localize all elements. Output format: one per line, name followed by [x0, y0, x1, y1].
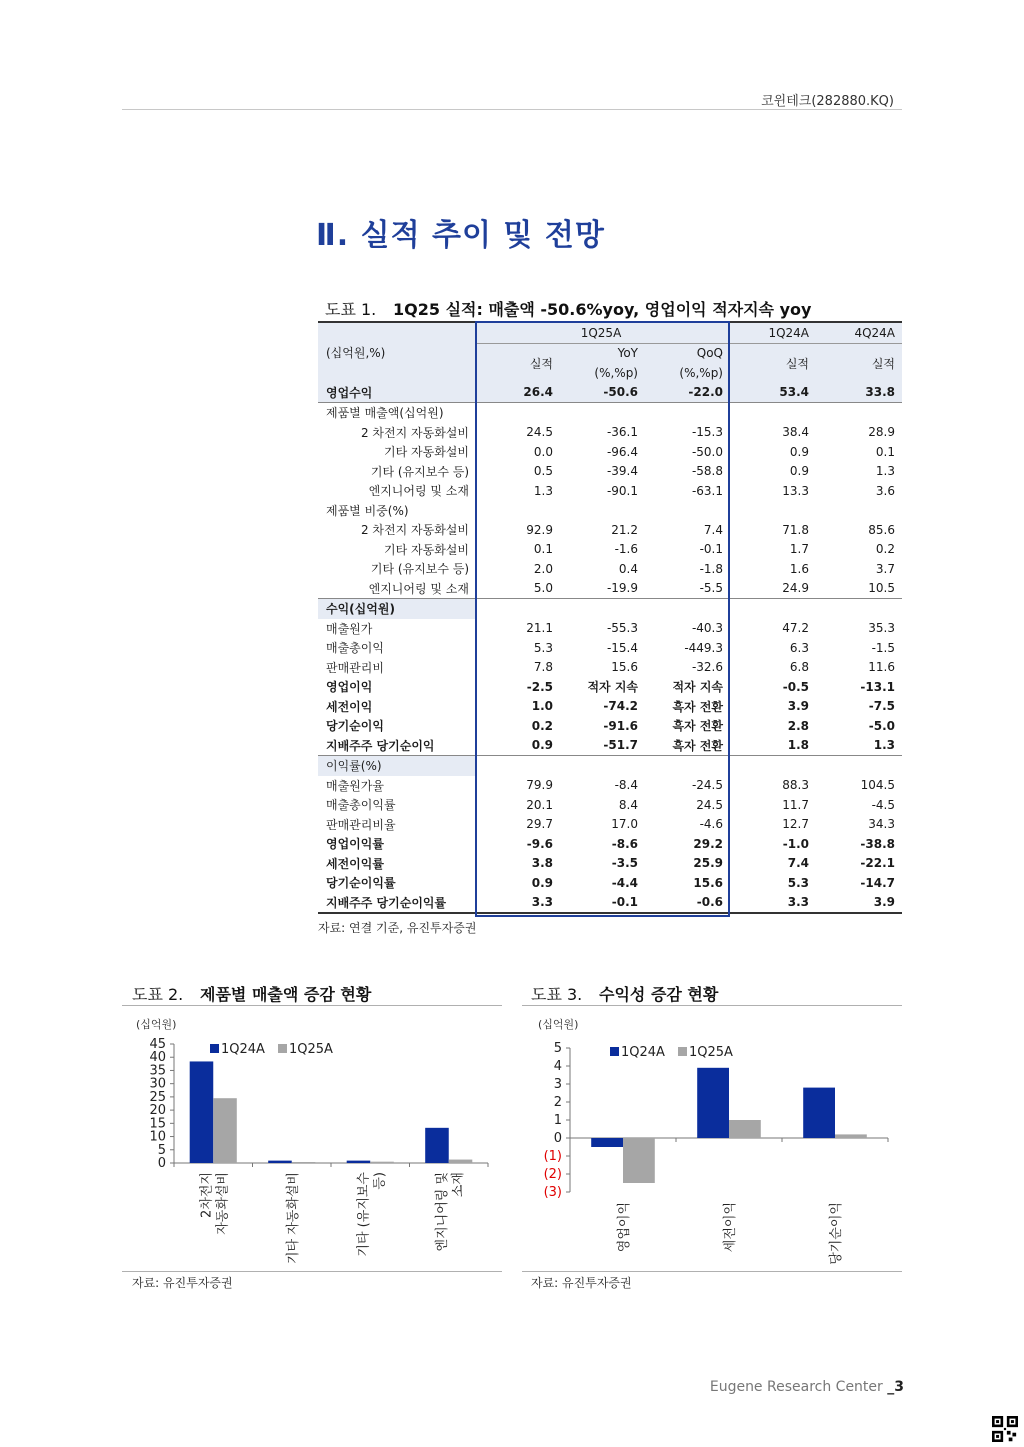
- row-label: 기타 (유지보수 등): [370, 562, 469, 577]
- table-cell: -91.6: [603, 718, 638, 733]
- y-tick-label: 45: [149, 1037, 166, 1052]
- table-row: [318, 501, 902, 521]
- x-category-label-line: 소재: [450, 1172, 466, 1198]
- qr-code-icon: [992, 1416, 1018, 1442]
- unit-label: (십억원,%): [318, 322, 475, 383]
- page-footer: [710, 1379, 904, 1395]
- chart2-source: 자료: 유진투자증권: [132, 1276, 233, 1290]
- table-cell: -22.1: [860, 856, 895, 871]
- bar-1q24a-2: [803, 1088, 835, 1138]
- header-divider: [122, 109, 902, 110]
- table-cell: 38.4: [782, 425, 809, 440]
- chart3-caption: [531, 982, 718, 1005]
- table-row: [318, 520, 902, 540]
- table-row: [318, 481, 902, 501]
- table-row: [318, 756, 902, 776]
- table-cell: 0.5: [533, 464, 553, 479]
- table-cell: -0.1: [699, 542, 723, 557]
- table-cell: 21.1: [526, 621, 553, 636]
- row-label: 세전이익률: [326, 856, 384, 871]
- table-cell: 3.3: [730, 893, 816, 914]
- table-row: [318, 776, 902, 796]
- table-cell: 적자 지속: [587, 680, 638, 695]
- table-cell: 12.7: [782, 817, 809, 832]
- table-cell: 85.6: [868, 522, 895, 537]
- table-row: [318, 383, 902, 403]
- table-header-row-1: [318, 322, 902, 343]
- table-cell: 25.9: [693, 856, 723, 871]
- table-row: [318, 599, 902, 619]
- table1-caption-text: 1Q25 실적: 매출액 -50.6%yoy, 영업이익 적자지속 yoy: [393, 300, 812, 319]
- x-category-label: [434, 1172, 466, 1251]
- table-cell: -51.7: [603, 738, 638, 753]
- table-cell: 21.2: [611, 522, 638, 537]
- page-number: _3: [887, 1379, 904, 1395]
- y-tick-label: (2): [543, 1167, 562, 1182]
- legend-label: 1Q24A: [221, 1042, 265, 1057]
- table-cell: 7.4: [787, 856, 809, 871]
- company-ticker: 코윈테크(282880.KQ): [761, 94, 894, 109]
- bar-1q24a-3: [425, 1128, 449, 1163]
- section-title: Ⅱ. 실적 추이 및 전망: [316, 218, 605, 253]
- table-cell: 3.6: [875, 483, 895, 498]
- table-cell: 10.5: [868, 581, 895, 596]
- table-cell: -96.4: [606, 444, 638, 459]
- table-row: [318, 462, 902, 482]
- table-cell: 1.3: [873, 738, 895, 753]
- table-row: [318, 403, 902, 423]
- table-cell: 15.6: [611, 660, 638, 675]
- chart3-profitability: [522, 1010, 902, 1270]
- table-cell: -63.1: [691, 483, 723, 498]
- table-cell: 5.0: [533, 581, 553, 596]
- table-cell: [730, 599, 816, 619]
- bar-1q24a-2: [347, 1161, 371, 1163]
- bar-1q24a-1: [268, 1161, 292, 1163]
- table-cell: -4.4: [611, 875, 638, 890]
- table-cell: -7.5: [868, 699, 895, 714]
- table-cell: 3.8: [531, 856, 553, 871]
- bar-1q25a-1: [292, 1162, 316, 1163]
- table-row: [318, 795, 902, 815]
- x-category-label-line: 2차전지: [199, 1172, 215, 1218]
- table-cell: 3.7: [875, 561, 895, 576]
- table-cell: [560, 599, 645, 619]
- x-category-label-line: 자동화설비: [215, 1172, 231, 1235]
- bar-1q25a-2: [370, 1162, 394, 1163]
- table-cell: -50.6: [560, 383, 645, 403]
- bar-1q25a-3: [449, 1160, 473, 1163]
- table-cell: 3.9: [816, 893, 902, 914]
- table-cell: 흑자 전환: [672, 699, 723, 714]
- table-cell: -15.4: [606, 640, 638, 655]
- row-label: 엔지니어링 및 소재: [368, 484, 469, 499]
- table-cell: 104.5: [860, 778, 895, 793]
- row-label: 지배주주 당기순이익: [326, 738, 435, 753]
- table-row: [318, 815, 902, 835]
- table-cell: 5.3: [787, 875, 809, 890]
- table-cell: 92.9: [526, 522, 553, 537]
- table-cell: 47.2: [782, 621, 809, 636]
- y-tick-label: 5: [157, 1142, 166, 1158]
- x-category-label-line: 영업이익: [617, 1202, 632, 1253]
- subheader-actual: 실적: [475, 343, 560, 383]
- table-cell: -15.3: [691, 425, 723, 440]
- table-row: [318, 658, 902, 678]
- table-cell: -4.6: [699, 817, 723, 832]
- table-cell: -1.6: [614, 542, 638, 557]
- legend-swatch: [610, 1047, 619, 1056]
- table-cell: -4.5: [871, 797, 895, 812]
- y-tick-label: 35: [149, 1063, 166, 1079]
- col-header-4q24a: 4Q24A: [816, 322, 902, 343]
- table-cell: -13.1: [860, 679, 895, 694]
- y-tick-label: 15: [149, 1116, 166, 1132]
- table-cell: 88.3: [782, 778, 809, 793]
- row-label: 영업이익: [326, 680, 373, 695]
- table-cell: -58.8: [691, 464, 723, 479]
- table-cell: 0.9: [789, 464, 809, 479]
- x-category-label-line: 기타 자동화설비: [285, 1172, 301, 1265]
- table-cell: 0.1: [533, 542, 553, 557]
- row-label: 영업수익: [318, 383, 475, 403]
- row-label: 판매관리비율: [326, 817, 396, 832]
- table-cell: -19.9: [606, 581, 638, 596]
- x-category-label-line: 등): [372, 1172, 388, 1190]
- table-cell: [816, 599, 902, 619]
- table-row: [318, 579, 902, 599]
- table-row: [318, 736, 902, 756]
- table-cell: 79.9: [526, 778, 553, 793]
- row-label: 기타 (유지보수 등): [370, 464, 469, 479]
- table-cell: 33.8: [816, 383, 902, 403]
- table-row: [318, 540, 902, 560]
- table-cell: -22.0: [645, 383, 730, 403]
- table-cell: [645, 599, 730, 619]
- table-cell: -39.4: [606, 464, 638, 479]
- table-cell: 0.4: [618, 561, 638, 576]
- table-cell: 8.4: [618, 797, 638, 812]
- table-cell: -55.3: [606, 621, 638, 636]
- subheader-qoq-unit: (%,%p): [645, 363, 730, 383]
- table-row: [318, 619, 902, 639]
- row-label: 수익(십억원): [318, 599, 475, 619]
- legend-swatch: [678, 1047, 687, 1056]
- table-cell: -0.1: [560, 893, 645, 914]
- table-cell: -36.1: [606, 425, 638, 440]
- y-tick-label: 1: [553, 1113, 562, 1128]
- row-label: 지배주주 당기순이익률: [318, 893, 475, 914]
- table-row: [318, 716, 902, 736]
- y-tick-label: 3: [553, 1077, 562, 1092]
- table-cell: 5.3: [533, 640, 553, 655]
- y-tick-label: (1): [543, 1149, 562, 1164]
- row-label: 엔지니어링 및 소재: [368, 581, 469, 596]
- table-cell: 2.0: [533, 561, 553, 576]
- table-cell: [560, 756, 645, 776]
- x-category-label: [355, 1172, 387, 1257]
- x-category-label: [828, 1202, 844, 1265]
- chart3-bottom-line: [522, 1271, 902, 1272]
- y-tick-label: 10: [149, 1129, 166, 1145]
- table-cell: 0.9: [531, 738, 553, 753]
- legend-label: 1Q25A: [289, 1042, 333, 1057]
- y-tick-label: 2: [553, 1095, 562, 1110]
- y-tick-label: (3): [543, 1185, 562, 1200]
- table-cell: [645, 756, 730, 776]
- table-cell: -5.5: [699, 581, 723, 596]
- y-tick-label: 0: [553, 1131, 562, 1146]
- table-cell: [560, 501, 645, 521]
- group-header-1q25a: 1Q25A: [475, 322, 730, 343]
- y-tick-label: 20: [149, 1103, 166, 1119]
- table-cell: 13.3: [782, 483, 809, 498]
- table-cell: [560, 403, 645, 423]
- y-tick-label: 0: [157, 1156, 166, 1171]
- table-cell: 0.2: [875, 542, 895, 557]
- table-cell: -1.0: [782, 836, 809, 851]
- chart2-caption-line: [122, 1005, 502, 1006]
- table-cell: 20.1: [526, 797, 553, 812]
- table-row: [318, 559, 902, 579]
- bar-1q25a-0: [213, 1098, 237, 1163]
- chart2-caption-number: 도표 2.: [132, 985, 184, 1004]
- table-cell: -14.7: [860, 875, 895, 890]
- subheader-actual-4q24a: 실적: [816, 343, 902, 383]
- x-category-label-line: 당기순이익: [829, 1202, 844, 1265]
- y-tick-label: 25: [149, 1089, 166, 1105]
- table-cell: 29.2: [693, 836, 723, 851]
- x-category-label-line: 기타 (유지보수: [356, 1172, 372, 1257]
- chart3-source: 자료: 유진투자증권: [531, 1276, 632, 1290]
- table-cell: [475, 501, 560, 521]
- chart2-caption: [132, 982, 371, 1005]
- table-cell: 71.8: [782, 522, 809, 537]
- chart2-bottom-line: [122, 1271, 502, 1272]
- table-cell: -40.3: [691, 621, 723, 636]
- table-cell: -8.6: [611, 836, 638, 851]
- table-cell: 적자 지속: [672, 680, 723, 695]
- table-cell: -2.5: [526, 679, 553, 694]
- table-row: [318, 697, 902, 717]
- table-cell: 35.3: [868, 621, 895, 636]
- x-category-label: [722, 1202, 738, 1252]
- table1-source: 자료: 연결 기준, 유진투자증권: [318, 921, 477, 935]
- table-row: [318, 834, 902, 854]
- table-cell: -1.5: [871, 640, 895, 655]
- bar-1q24a-1: [697, 1068, 729, 1138]
- table-cell: 1.6: [789, 561, 809, 576]
- unit-label: (십억원): [136, 1018, 177, 1031]
- table-row: [318, 854, 902, 874]
- x-category-label: [285, 1172, 301, 1264]
- table-cell: [645, 501, 730, 521]
- table-row: [318, 893, 902, 914]
- table-cell: 1.7: [789, 542, 809, 557]
- table-cell: -8.4: [614, 778, 638, 793]
- row-label: 세전이익: [326, 699, 373, 714]
- table-cell: -0.5: [782, 679, 809, 694]
- row-label: 2 차전지 자동화설비: [360, 425, 469, 440]
- chart3-caption-line: [522, 1005, 902, 1006]
- table-cell: 1.3: [875, 464, 895, 479]
- row-label: 당기순이익: [326, 719, 384, 734]
- table-cell: [475, 403, 560, 423]
- table-cell: -1.8: [699, 561, 723, 576]
- row-label: 기타 자동화설비: [384, 445, 469, 460]
- table-cell: [730, 756, 816, 776]
- subheader-yoy-unit: (%,%p): [560, 363, 645, 383]
- row-label: 제품별 매출액(십억원): [318, 403, 475, 423]
- row-label: 이익률(%): [318, 756, 475, 776]
- table-row: [318, 677, 902, 697]
- y-tick-label: 4: [553, 1059, 562, 1074]
- table1-caption-number: 도표 1.: [325, 300, 377, 319]
- table-cell: 2.8: [787, 718, 809, 733]
- row-label: 2 차전지 자동화설비: [360, 523, 469, 538]
- row-label: 매출원가: [326, 621, 373, 636]
- table-cell: 1.8: [787, 738, 809, 753]
- table-cell: 34.3: [868, 817, 895, 832]
- table-cell: -24.5: [691, 778, 723, 793]
- table-cell: -38.8: [860, 836, 895, 851]
- table-cell: 0.1: [875, 444, 895, 459]
- table-cell: 24.5: [526, 425, 553, 440]
- table-cell: [730, 403, 816, 423]
- table-cell: 7.8: [533, 660, 553, 675]
- chart2-product-sales: [122, 1010, 502, 1270]
- bar-1q25a-1: [729, 1120, 761, 1138]
- unit-label: (십억원): [538, 1018, 579, 1031]
- table-cell: [645, 403, 730, 423]
- table-cell: -449.3: [684, 640, 723, 655]
- table-cell: [816, 403, 902, 423]
- table-cell: 0.9: [531, 875, 553, 890]
- row-label: 매출총이익: [326, 641, 384, 656]
- chart3-caption-text: 수익성 증감 현황: [599, 985, 719, 1004]
- table-cell: 0.9: [789, 444, 809, 459]
- y-tick-label: 30: [149, 1076, 166, 1092]
- table-cell: 흑자 전환: [672, 738, 723, 753]
- y-tick-label: 5: [553, 1041, 562, 1056]
- table-cell: 28.9: [868, 425, 895, 440]
- row-label: 제품별 비중(%): [326, 503, 409, 518]
- table-cell: [475, 599, 560, 619]
- table-cell: 26.4: [475, 383, 560, 403]
- col-header-1q24a: 1Q24A: [730, 322, 816, 343]
- row-label: 매출총이익률: [326, 798, 396, 813]
- table-cell: 3.9: [787, 699, 809, 714]
- table-cell: -32.6: [691, 660, 723, 675]
- subheader-yoy: YoY: [560, 343, 645, 363]
- table-cell: -90.1: [606, 483, 638, 498]
- row-label: 당기순이익률: [326, 876, 396, 891]
- table-cell: 6.8: [789, 660, 809, 675]
- y-tick-label: 40: [149, 1050, 166, 1066]
- table-cell: 흑자 전환: [672, 719, 723, 734]
- table-cell: -0.6: [645, 893, 730, 914]
- table-cell: 1.0: [531, 699, 553, 714]
- table-cell: -9.6: [526, 836, 553, 851]
- table-cell: -74.2: [603, 699, 638, 714]
- table-cell: [730, 501, 816, 521]
- earnings-table: [318, 321, 902, 914]
- table-cell: 11.6: [868, 660, 895, 675]
- table-cell: 29.7: [526, 817, 553, 832]
- table-row: [318, 423, 902, 443]
- footer-text: Eugene Research Center: [709, 1379, 883, 1395]
- subheader-qoq: QoQ: [645, 343, 730, 363]
- x-category-label: [198, 1172, 230, 1235]
- table-cell: 11.7: [782, 797, 809, 812]
- bar-1q24a-0: [190, 1061, 214, 1163]
- table-cell: [816, 756, 902, 776]
- row-label: 판매관리비: [326, 660, 384, 675]
- table-row: [318, 442, 902, 462]
- table-cell: -5.0: [868, 718, 895, 733]
- subheader-actual-1q24a: 실적: [730, 343, 816, 383]
- table-cell: 1.3: [533, 483, 553, 498]
- row-label: 매출원가율: [326, 778, 384, 793]
- table-cell: 17.0: [611, 817, 638, 832]
- x-category-label-line: 세전이익: [723, 1202, 738, 1253]
- chart2-caption-text: 제품별 매출액 증감 현황: [200, 985, 372, 1004]
- x-category-label-line: 엔지니어링 및: [434, 1172, 450, 1252]
- table-cell: [475, 756, 560, 776]
- x-category-label: [616, 1202, 632, 1252]
- bar-1q24a-0: [591, 1138, 623, 1147]
- legend-swatch: [210, 1044, 219, 1053]
- table-cell: 15.6: [693, 875, 723, 890]
- table-cell: 3.3: [475, 893, 560, 914]
- table-cell: 24.9: [782, 581, 809, 596]
- legend-label: 1Q24A: [621, 1045, 665, 1060]
- bar-1q25a-2: [835, 1134, 867, 1138]
- row-label: 기타 자동화설비: [384, 542, 469, 557]
- table-cell: [816, 501, 902, 521]
- table-cell: 6.3: [789, 640, 809, 655]
- bar-1q25a-0: [623, 1138, 655, 1183]
- table-cell: -3.5: [611, 856, 638, 871]
- table-cell: 0.0: [533, 444, 553, 459]
- table-cell: 24.5: [696, 797, 723, 812]
- table-cell: -50.0: [691, 444, 723, 459]
- legend-label: 1Q25A: [689, 1045, 733, 1060]
- table-cell: 53.4: [730, 383, 816, 403]
- row-label: 영업이익률: [326, 837, 384, 852]
- table-cell: 0.2: [531, 718, 553, 733]
- legend-swatch: [278, 1044, 287, 1053]
- table-row: [318, 638, 902, 658]
- chart3-caption-number: 도표 3.: [531, 985, 583, 1004]
- table1-caption: [325, 297, 811, 320]
- table-cell: 7.4: [703, 522, 723, 537]
- table-row: [318, 873, 902, 893]
